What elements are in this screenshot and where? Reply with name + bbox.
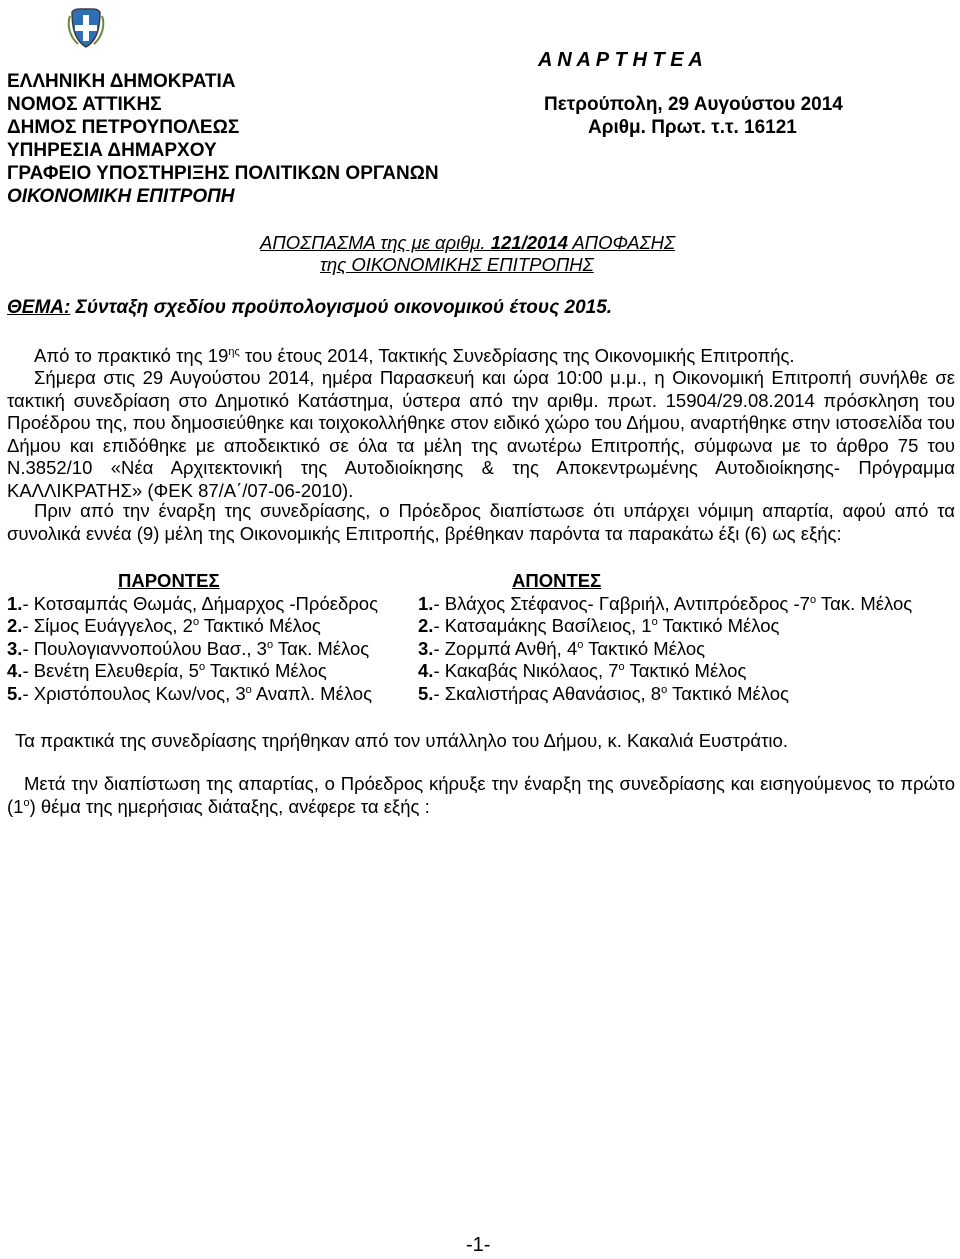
present-title: ΠΑΡΟΝΤΕΣ — [118, 570, 220, 591]
member-ordinal: ο — [245, 683, 252, 696]
present-member-5 — [7, 683, 378, 706]
member-number: 3. — [418, 637, 434, 659]
member-ordinal: ο — [809, 593, 817, 606]
protocol-number: Αριθμ. Πρωτ. τ.τ. 16121 — [588, 117, 797, 138]
excerpt-title — [260, 232, 675, 254]
member-number: 5. — [7, 682, 23, 704]
meeting-paragraph: Σήμερα στις 29 Αυγούστου 2014, ημέρα Παρασκευή και ώρα 10:00 μ.μ., η Οικονομική Επιτροπή συνήλθε σε τακτική συνεδρίαση στο Δημοτικό Κατάστημα, ύστερα από την αριθμ. πρωτ. 15904/29.08.2014 πρόσκληση του Προέδρου της, που δημοσιεύθηκε και τοιχοκολλήθηκε στον ειδικό χώρο του Δήμου, αναρτήθηκε στην ιστοσελίδα του Δήμου και επιδόθηκε με αποδεικτικό σε όλα τα μέλη της ανωτέρω Επιτροπής, σύμφωνα με το άρθρο 75 του Ν.3852/10 «Νέα Αρχιτεκτονική της Αυτοδιοίκησης & της Αποκεντρωμένης Αυτοδιοίκησης- Πρόγραμμα ΚΑΛΛΙΚΡΑΤΗΣ» (ΦΕΚ 87/Α΄/07-06-2010). — [7, 367, 955, 501]
header-service: ΥΠΗΡΕΣΙΑ ΔΗΜΑΡΧΟΥ — [7, 140, 217, 161]
member-name: - Κατσαμάκης Βασίλειος, 1 — [433, 615, 652, 636]
present-member-3 — [7, 638, 378, 661]
absent-member-2 — [418, 615, 912, 638]
subject-line — [7, 297, 612, 319]
header-municipality: ΔΗΜΟΣ ΠΕΤΡΟΥΠΟΛΕΩΣ — [7, 117, 240, 138]
member-role: Τακτικό Μέλος — [199, 615, 321, 636]
member-name: - Κακαβάς Νικόλαος, 7 — [433, 660, 619, 681]
member-role: Τακ. Μέλος — [816, 592, 913, 614]
closing-text-a: Μετά την διαπίστωση της απαρτίας, ο Πρόεδρος κήρυξε την έναρξη της συνεδρίασης και εισηγούμενος το πρώτο (1 — [7, 773, 955, 817]
excerpt-prefix: ΑΠΟΣΠΑΣΜΑ της με αριθμ. — [260, 232, 491, 253]
intro-text-a: Από το πρακτικό της 19 — [34, 345, 229, 366]
member-name: - Σίμος Ευάγγελος, 2 — [22, 615, 193, 636]
intro-line — [34, 345, 795, 368]
absent-list — [418, 570, 912, 705]
greek-emblem-icon — [66, 6, 106, 50]
member-number: 1. — [418, 592, 434, 614]
member-name: - Πουλογιαννοπούλου Βασ., 3 — [22, 637, 267, 659]
member-ordinal: ο — [192, 615, 200, 628]
announcement-title: Α Ν Α Ρ Τ Η Τ Ε Α — [538, 49, 703, 71]
absent-member-3 — [418, 638, 912, 661]
member-role: Τακ. Μέλος — [273, 637, 370, 659]
member-number: 5. — [418, 682, 434, 704]
excerpt-committee: της ΟΙΚΟΝΟΜΙΚΗΣ ΕΠΙΤΡΟΠΗΣ — [320, 254, 594, 275]
intro-sup: ης — [228, 345, 240, 358]
header-prefecture: ΝΟΜΟΣ ΑΤΤΙΚΗΣ — [7, 94, 162, 115]
member-name: - Ζορμπά Ανθή, 4 — [433, 637, 578, 659]
header-office: ΓΡΑΦΕΙΟ ΥΠΟΣΤΗΡΙΞΗΣ ΠΟΛΙΤΙΚΩΝ ΟΡΓΑΝΩΝ — [7, 163, 439, 184]
member-role: Τακτικό Μέλος — [657, 615, 780, 636]
absent-title: ΑΠΟΝΤΕΣ — [512, 570, 602, 591]
member-ordinal: ο — [198, 660, 206, 673]
member-role: Αναπλ. Μέλος — [251, 682, 372, 704]
present-member-1 — [7, 593, 378, 616]
subject-text: Σύνταξη σχεδίου προϋπολογισμού οικονομικού έτους 2015. — [70, 297, 613, 318]
present-member-2 — [7, 615, 378, 638]
absent-member-1 — [418, 593, 912, 616]
member-role: Τακτικό Μέλος — [667, 682, 789, 704]
place-date: Πετρούπολη, 29 Αυγούστου 2014 — [544, 94, 843, 115]
present-member-4 — [7, 660, 378, 683]
member-role: Τακτικό Μέλος — [624, 660, 747, 681]
closing-sup: ο — [23, 796, 30, 809]
member-number: 4. — [418, 660, 434, 681]
member-number: 2. — [7, 615, 23, 636]
header-committee: ΟΙΚΟΝΟΜΙΚΗ ΕΠΙΤΡΟΠΗ — [7, 186, 235, 207]
member-name: - Σκαλιστήρας Αθανάσιος, 8 — [433, 682, 662, 704]
absent-member-4 — [418, 660, 912, 683]
excerpt-number: 121/2014 — [490, 232, 568, 253]
member-ordinal: ο — [618, 660, 625, 673]
member-ordinal: ο — [266, 638, 274, 651]
minutes-line: Τα πρακτικά της συνεδρίασης τηρήθηκαν από τον υπάλληλο του Δήμου, κ. Κακαλιά Ευστράτιο. — [15, 730, 788, 751]
quorum-paragraph: Πριν από την έναρξη της συνεδρίασης, ο Πρόεδρος διαπίστωσε ότι υπάρχει νόμιμη απαρτία, αφού από τα συνολικά εννέα (9) μέλη της Οικονομικής Επιτροπής, βρέθηκαν παρόντα τα παρακάτω έξι (6) ως εξής: — [7, 500, 955, 544]
subject-label: ΘΕΜΑ: — [7, 297, 71, 318]
member-role: Τακτικό Μέλος — [205, 660, 327, 681]
excerpt-suffix: ΑΠΟΦΑΣΗΣ — [567, 232, 676, 253]
member-number: 1. — [7, 592, 23, 614]
member-name: - Χριστόπουλος Κων/νος, 3 — [22, 682, 246, 704]
member-number: 2. — [418, 615, 434, 636]
absent-member-5 — [418, 683, 912, 706]
member-role: Τακτικό Μέλος — [583, 637, 706, 659]
closing-paragraph — [7, 773, 955, 818]
closing-text-b: ) θέμα της ημερήσιας διάταξης, ανέφερε τα εξής : — [29, 795, 430, 817]
present-list — [7, 570, 378, 705]
member-ordinal: ο — [651, 615, 658, 628]
intro-text-b: του έτους 2014, Τακτικής Συνεδρίασης της Οικονομικής Επιτροπής. — [239, 345, 795, 366]
page-number: -1- — [466, 1234, 491, 1256]
member-number: 3. — [7, 637, 23, 659]
member-ordinal: ο — [577, 638, 584, 651]
member-name: - Βενέτη Ελευθερία, 5 — [22, 660, 199, 681]
header-country: ΕΛΛΗΝΙΚΗ ΔΗΜΟΚΡΑΤΙΑ — [7, 71, 236, 92]
member-number: 4. — [7, 660, 23, 681]
member-ordinal: ο — [661, 683, 668, 696]
member-name: - Κοτσαμπάς Θωμάς, Δήμαρχος -Πρόεδρος — [22, 592, 379, 614]
member-name: - Βλάχος Στέφανος- Γαβριήλ, Αντιπρόεδρος -7 — [433, 592, 810, 614]
